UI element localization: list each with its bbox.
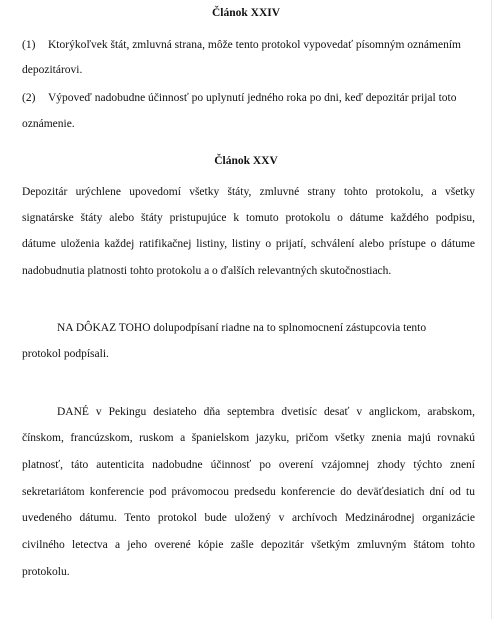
article-24-paragraph-2-line-2: oznámenie. [22, 118, 75, 130]
article-25-line: signatárske štáty alebo štáty pristupujúce k tomuto protokolu o dátume každého podpisu, [22, 212, 475, 224]
article-24-paragraph-1-line-2: depozitárovi. [22, 64, 83, 76]
paragraph-number: (1) [22, 39, 36, 51]
done-line: sekretariátom konferencie pod právomocou predsedu konferencie do deväťdesiatich dní od tu [22, 486, 475, 498]
done-line: DANÉ v Pekingu desiateho dňa septembra dvetisíc desať v anglickom, arabskom, [57, 406, 475, 418]
testimony-line-1: NA DÔKAZ TOHO dolupodpísaní riadne na to splnomocnení zástupcovia tento [57, 322, 427, 334]
article-24-paragraph-1-line-1: (1) Ktorýkoľvek štát, zmluvná strana, môže tento protokol vypovedať písomným oznámením [22, 39, 461, 51]
article-25-line: nadobudnutia platnosti tohto protokolu a o ďalších relevantných skutočnostiach. [22, 265, 392, 277]
article-25-line: dátume uloženia každej ratifikačnej listiny, listiny o prijatí, schválení alebo prístupe o dátume [22, 238, 475, 250]
paragraph-number: (2) [22, 92, 36, 104]
done-line: protokolu. [22, 566, 70, 578]
article-24-paragraph-2-line-1: (2) Výpoveď nadobudne účinnosť po uplynutí jedného roka po dni, keď depozitár prijal toto [22, 92, 457, 104]
article-25-heading: Článok XXV [214, 155, 278, 167]
done-line: civilného letectva a jeho overené kópie zašle depozitár všetkým zmluvným štátom tohto [22, 539, 475, 551]
done-line: uvedeného dátumu. Tento protokol bude uložený v archívoch Medzinárodnej organizácie [22, 512, 475, 524]
article-24-heading: Článok XXIV [211, 7, 281, 19]
done-line: čínskom, francúzskom, ruskom a španielskom jazyku, pričom všetky znenia majú rovnakú [22, 432, 475, 444]
testimony-line-2: protokol podpísali. [22, 348, 109, 360]
article-25-line: Depozitár urýchlene upovedomí všetky štáty, zmluvné strany tohto protokolu, a všetky [22, 186, 475, 198]
done-line: platnosť, táto autenticita nadobudne účinnosť po overení vzájomnej zhody týchto znení [22, 459, 475, 471]
